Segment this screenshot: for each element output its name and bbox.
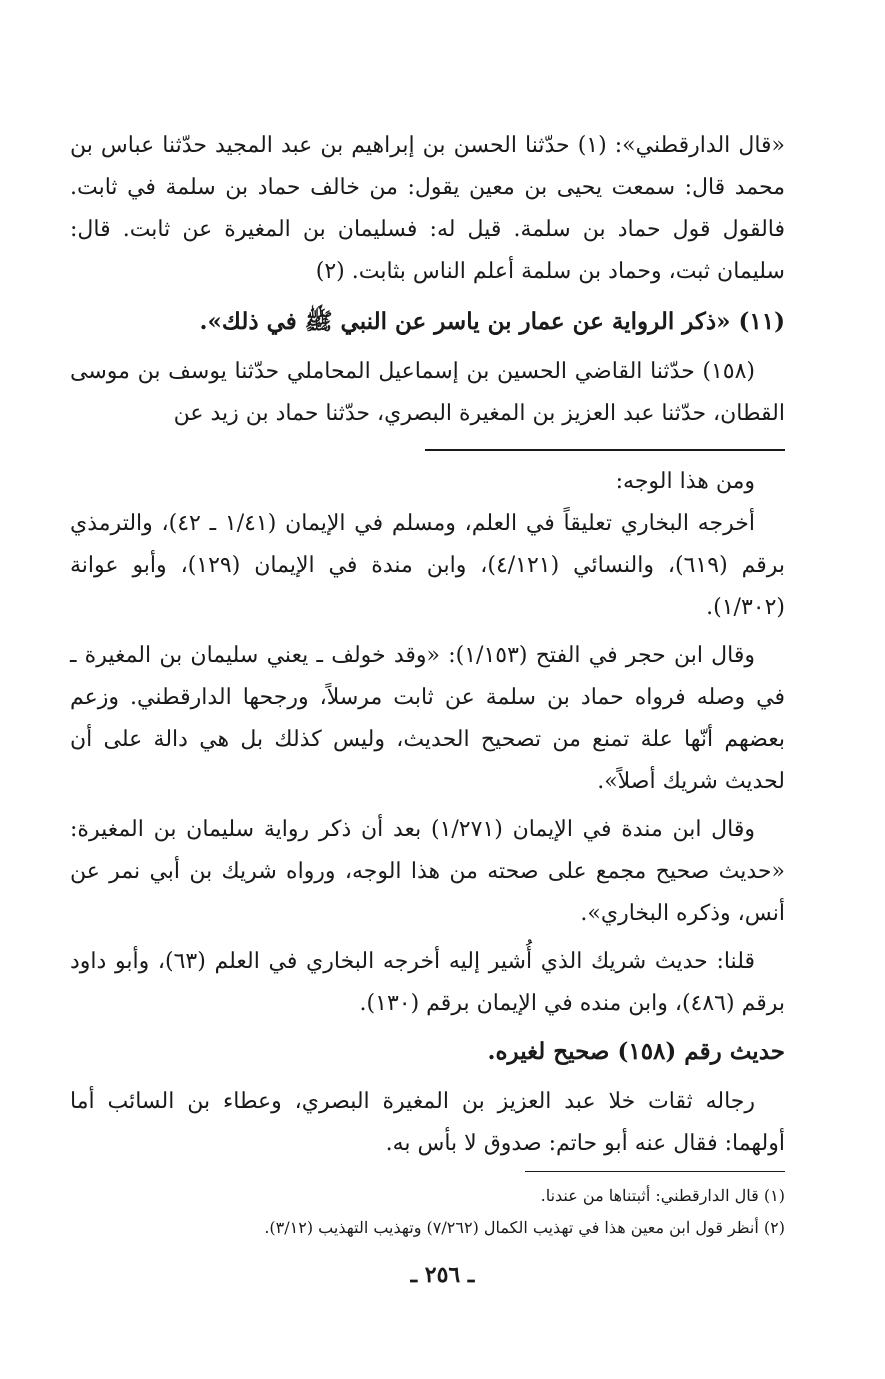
section-heading: (١١) «ذكر الرواية عن عمار بن ياسر عن النبي ﷺ في ذلك». xyxy=(199,308,785,335)
main-paragraph-2: (١٥٨) حدّثنا القاضي الحسين بن إسماعيل المحاملي حدّثنا يوسف بن موسى القطان، حدّثنا عبد العزيز بن المغيرة البصري، حدّثنا حماد بن زيد عن xyxy=(70,359,785,426)
footnote-1: (١) قال الدارقطني: أثبتناها من عندنا. xyxy=(540,1186,785,1205)
page-number: ـ ٢٥٦ ـ xyxy=(410,1262,475,1288)
commentary-paragraph-3: وقال ابن حجر في الفتح (١/١٥٣): «وقد خولف ـ يعني سليمان بن المغيرة ـ في وصله فرواه حماد بن سلمة عن ثابت مرسلاً، ورجحها الدارقطني. وزعم بعضهم أنّها علة تمنع من تصحيح الحديث، وليس كذلك بل هي دالة على أن لحديث شريك أصلاً». xyxy=(70,643,785,794)
commentary-paragraph-6: رجاله ثقات خلا عبد العزيز بن المغيرة البصري، وعطاء بن السائب أما أولهما: فقال عنه أبو حاتم: صدوق لا بأس به. xyxy=(70,1089,785,1156)
footnote-2: (٢) أنظر قول ابن معين هذا في تهذيب الكمال (٧/٢٦٢) وتهذيب التهذيب (٣/١٢). xyxy=(264,1218,785,1237)
document-page xyxy=(70,125,785,1244)
hadith-grade-heading: حديث رقم (١٥٨) صحيح لغيره. xyxy=(487,1038,785,1065)
commentary-paragraph-5: قلنا: حديث شريك الذي أُشير إليه أخرجه البخاري في العلم (٦٣)، وأبو داود برقم (٤٨٦)، وابن منده في الإيمان برقم (١٣٠). xyxy=(70,949,785,1016)
main-paragraph-1: «قال الدارقطني»: (١) حدّثنا الحسن بن إبراهيم بن عبد المجيد حدّثنا عباس بن محمد قال: سمعت يحيى بن معين يقول: من خالف حماد بن سلمة في ثابت. فالقول قول حماد بن سلمة. قيل له: فسليمان بن المغيرة عن ثابت. قال: سليمان ثبت، وحماد بن سلمة أعلم الناس بثابت. (٢) xyxy=(70,133,785,284)
commentary-paragraph-1: ومن هذا الوجه: xyxy=(615,469,755,494)
commentary-paragraph-4: وقال ابن مندة في الإيمان (١/٢٧١) بعد أن ذكر رواية سليمان بن المغيرة: «حديث صحيح مجمع على صحته من هذا الوجه، ورواه شريك بن أبي نمر عن أنس، وذكره البخاري». xyxy=(70,817,785,926)
footnote-divider xyxy=(525,1171,785,1172)
text-commentary-divider xyxy=(425,449,785,451)
commentary-paragraph-2: أخرجه البخاري تعليقاً في العلم، ومسلم في الإيمان (١/٤١ ـ ٤٢)، والترمذي برقم (٦١٩)، والنسائي (٤/١٢١)، وابن مندة في الإيمان (١٢٩)، وأبو عوانة (١/٣٠٢). xyxy=(70,511,785,620)
